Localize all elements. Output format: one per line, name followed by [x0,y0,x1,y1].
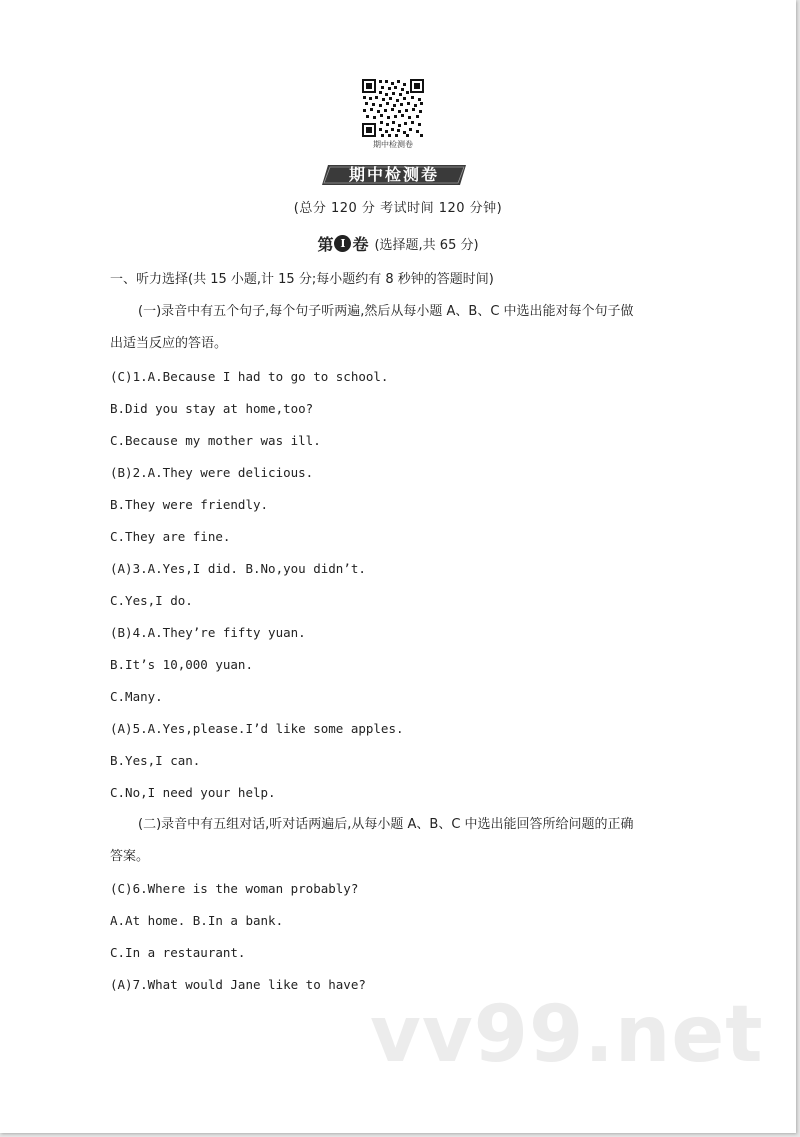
question-2-option-b: B.They were friendly. [110,497,269,512]
question-2-option-c: C.They are fine. [110,529,231,544]
question-6: (C)6.Where is the woman probably? [110,881,359,896]
question-2-option-a: (B)2.A.They were delicious. [110,465,314,480]
exam-title: 期中检测卷 [348,165,439,184]
question-4-option-b: B.It’s 10,000 yuan. [110,657,253,672]
part-heading [0,232,796,255]
question-6-options-ab: A.At home. B.In a bank. [110,913,284,928]
subsection1-instruction-cont: 出适当反应的答语。 [110,336,228,351]
subsection2-instruction: (二)录音中有五组对话,听对话两遍后,从每小题 A、B、C 中选出能回答所给问题的正确 [138,817,634,832]
part-note: (选择题,共 65 分) [374,238,479,253]
question-3-option-c: C.Yes,I do. [110,593,193,608]
part-prefix: 第 [317,235,334,254]
title-banner [320,163,468,187]
question-5-option-a: (A)5.A.Yes,please.I’d like some apples. [110,721,404,736]
part-suffix: 卷 [352,235,369,254]
subsection1-instruction: (一)录音中有五个句子,每个句子听两遍,然后从每小题 A、B、C 中选出能对每个句子做 [138,304,634,319]
qr-code-icon [361,78,425,138]
question-4-option-a: (B)4.A.They’re fifty yuan. [110,625,306,640]
qr-code-block [361,78,425,150]
question-4-option-c: C.Many. [110,689,163,704]
part-numeral: Ⅰ [334,235,351,252]
section-heading: 一、听力选择(共 15 小题,计 15 分;每小题约有 8 秒钟的答题时间) [110,272,494,287]
qr-caption: 期中检测卷 [373,140,413,149]
question-1-option-b: B.Did you stay at home,too? [110,401,314,416]
watermark: vv99.net [370,990,764,1080]
question-3-options-ab: (A)3.A.Yes,I did. B.No,you didn’t. [110,561,366,576]
question-1-option-c: C.Because my mother was ill. [110,433,321,448]
question-6-option-c: C.In a restaurant. [110,945,246,960]
question-5-option-b: B.Yes,I can. [110,753,201,768]
question-1-option-a: (C)1.A.Because I had to go to school. [110,369,389,384]
question-7: (A)7.What would Jane like to have? [110,977,366,992]
subsection2-instruction-cont: 答案。 [110,849,150,864]
question-5-option-c: C.No,I need your help. [110,785,276,800]
score-info: (总分 120 分 考试时间 120 分钟) [293,201,503,216]
